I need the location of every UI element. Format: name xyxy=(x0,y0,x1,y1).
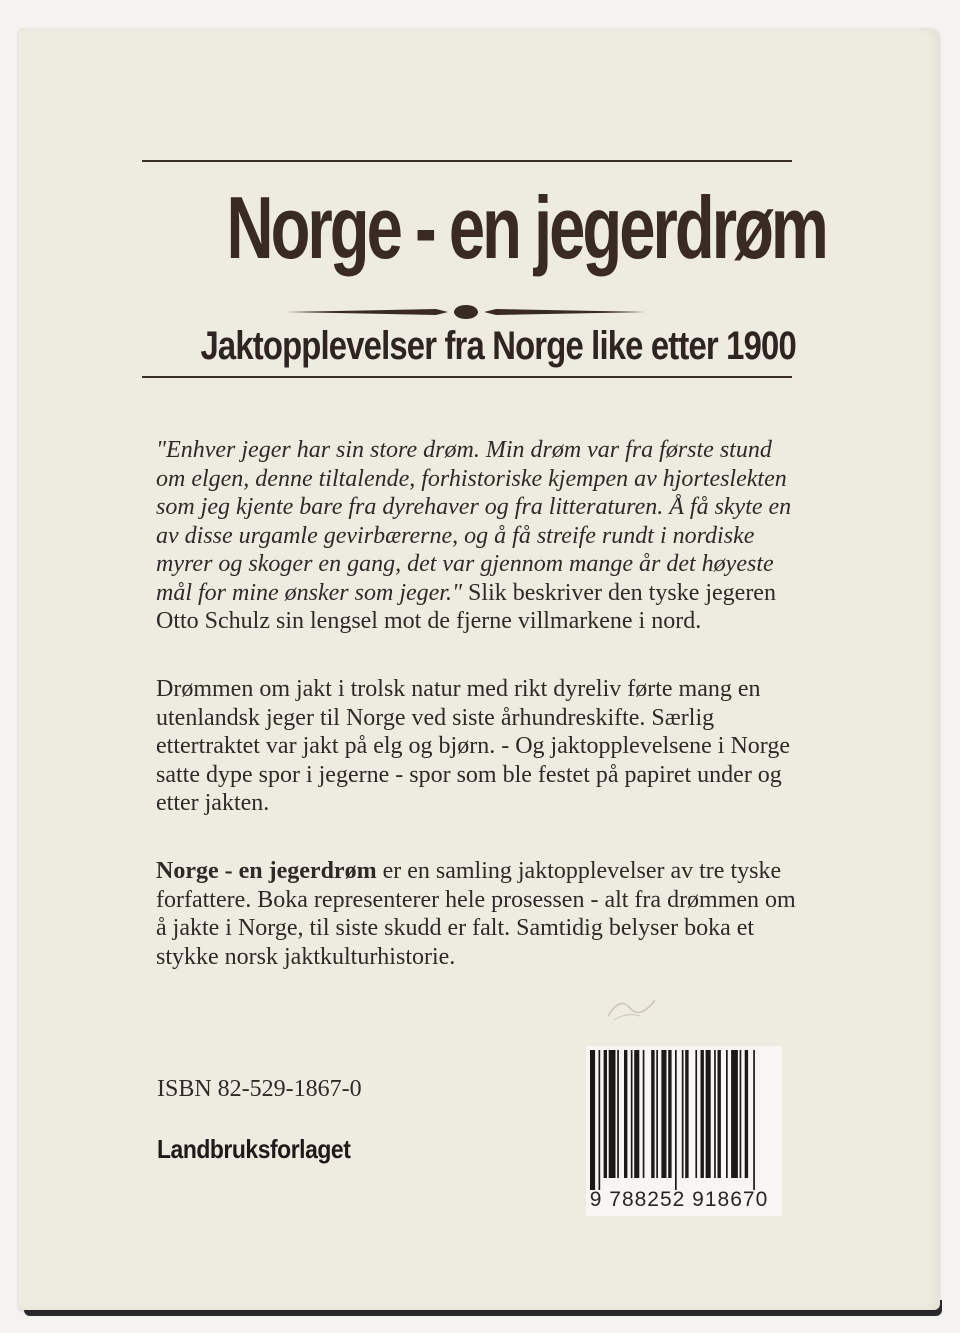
barcode-bar xyxy=(714,1050,716,1178)
publisher-name: Landbruksforlaget xyxy=(157,1134,351,1164)
barcode-bar xyxy=(668,1050,671,1178)
blurb-book-title: Norge - en jegerdrøm xyxy=(156,858,377,884)
barcode-bar xyxy=(685,1050,688,1178)
top-rule xyxy=(142,160,792,162)
barcode-bar xyxy=(682,1050,684,1178)
book-title: Norge - en jegerdrøm xyxy=(226,178,826,277)
book-subtitle: Jaktopplevelser fra Norge like etter 1900 xyxy=(200,324,796,368)
barcode-bar xyxy=(740,1050,742,1178)
barcode-bar xyxy=(745,1050,748,1178)
blurb-paragraph-3 xyxy=(156,857,796,971)
barcode-bar xyxy=(624,1050,627,1178)
barcode-bar xyxy=(701,1050,704,1178)
barcode-bar xyxy=(617,1050,619,1178)
barcode-bar xyxy=(590,1050,595,1190)
blurb-paragraph-1 xyxy=(156,436,796,636)
barcode-number: 9 788252 918670 xyxy=(589,1188,769,1211)
barcode-bar xyxy=(604,1050,607,1178)
isbn-label: ISBN 82-529-1867-0 xyxy=(157,1076,362,1102)
blurb-paragraph-3-text: er en samling jaktopplevelser av tre tyske forfattere. Boka representerer hele prosessen - alt fra drømmen om å jakte i Norge, til siste skudd er falt. Samtidig belyser boka et stykke norsk jaktkulturhistorie. xyxy=(156,858,796,970)
blurb-quote-attribution: Slik beskriver den tyske jegeren Otto Schulz sin lengsel mot de fjerne villmarkene i nord. xyxy=(156,579,776,634)
barcode-bar xyxy=(651,1050,654,1178)
barcode-bar xyxy=(753,1050,755,1190)
paper-stain xyxy=(600,986,670,1026)
blurb-paragraph-2: Drømmen om jakt i trolsk natur med rikt dyreliv førte mang en utenlandsk jeger til Norge ved siste århundreskifte. Særlig ettertraktet var jakt på elg og bjørn. - Og jaktopplevelsene i Norge satte dype spor i jegerne - spor som ble festet på papiret under og etter jakten. xyxy=(156,676,791,816)
bottom-rule xyxy=(142,376,792,378)
barcode-bar xyxy=(661,1050,666,1178)
barcode-bar xyxy=(643,1050,645,1178)
barcode-bar xyxy=(731,1050,738,1178)
barcode-bar xyxy=(656,1050,658,1178)
barcode-bar xyxy=(695,1050,697,1178)
barcode-bar xyxy=(726,1050,728,1178)
blurb-quote: "Enhver jeger har sin store drøm. Min drøm var fra første stund om elgen, denne tiltalende, forhistoriske kjempen av hjorteslekten som jeg kjente bare fra dyrehaver og fra litteraturen. Å få skyte en av disse urgamle gevirbærerne, og å få streife rundt i nordiske myrer og skoger en gang, det var gjennom mange år det høyeste mål for mine ønsker som jeger." xyxy=(156,437,792,606)
barcode-bar xyxy=(609,1050,616,1178)
barcode-bar xyxy=(631,1050,633,1178)
barcode-bar xyxy=(675,1050,677,1190)
barcode-bar xyxy=(634,1050,639,1178)
barcode-bar xyxy=(706,1050,711,1178)
barcode-bar xyxy=(599,1050,601,1190)
barcode-bar xyxy=(718,1050,721,1178)
